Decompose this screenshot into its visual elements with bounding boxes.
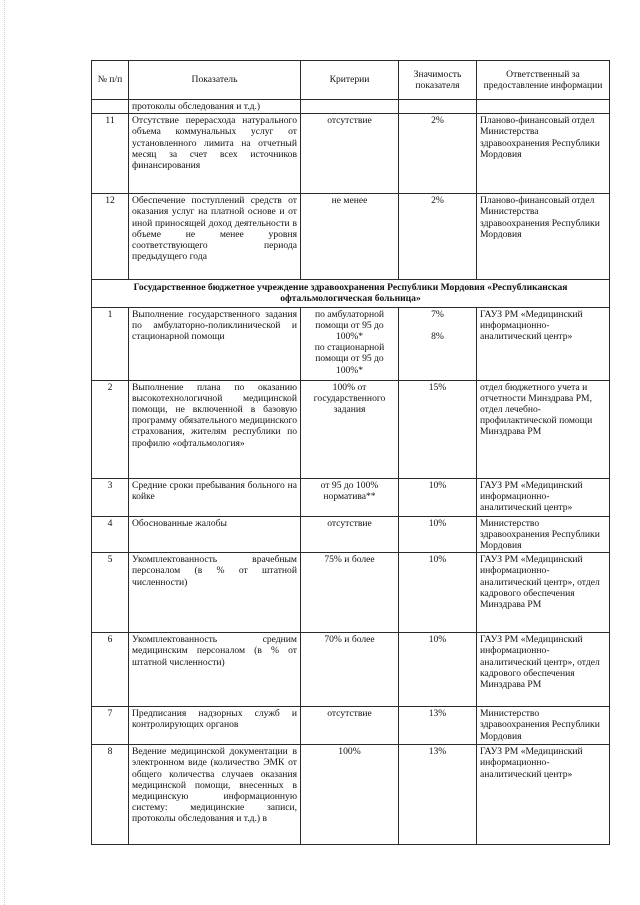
cell-indicator: Обоснованные жалобы <box>129 516 301 553</box>
cell-criteria: 100% от государственного задания <box>301 380 399 478</box>
cell-responsible: ГАУЗ РМ «Медицинский информационно-аналитический центр» <box>477 307 610 380</box>
cell-responsible: Министерство здравоохранения Республики Мордовия <box>477 707 610 745</box>
cell-responsible: Министерство здравоохранения Республики Мордовия <box>477 516 610 553</box>
table-row-continuation <box>92 100 610 114</box>
cell-num: 3 <box>92 478 129 516</box>
cell-indicator: протоколы обследования и т.д.) <box>129 100 301 114</box>
table-header-row <box>92 61 610 100</box>
cell-significance: 2% <box>399 114 477 194</box>
table-row <box>92 516 610 553</box>
cell-criteria: не менее <box>301 194 399 280</box>
cell-num: 1 <box>92 307 129 380</box>
table-row <box>92 114 610 194</box>
cell-num: 8 <box>92 745 129 845</box>
criteria-ambulatory: по амбулаторной помощи от 95 до 100%* <box>314 308 385 343</box>
cell-responsible: ГАУЗ РМ «Медицинский информационно-аналитический центр» <box>477 745 610 845</box>
cell-significance: 10% <box>399 633 477 707</box>
cell-indicator: Выполнение государственного задания по амбулаторно-поликлинической и стационарной помощи <box>129 307 301 380</box>
cell-criteria: 70% и более <box>301 633 399 707</box>
cell-indicator: Средние сроки пребывания больного на койке <box>129 478 301 516</box>
cell-criteria <box>301 307 399 380</box>
cell-significance: 10% <box>399 516 477 553</box>
cell-responsible: Планово-финансовый отдел Министерства здравоохранения Республики Мордовия <box>477 114 610 194</box>
section-title: Государственное бюджетное учреждение здравоохранения Республики Мордовия «Республиканская офтальмологическая больница» <box>92 280 610 307</box>
table-row <box>92 633 610 707</box>
cell-num: 7 <box>92 707 129 745</box>
cell-responsible <box>477 100 610 114</box>
cell-responsible: ГАУЗ РМ «Медицинский информационно-аналитический центр» <box>477 478 610 516</box>
cell-num: 4 <box>92 516 129 553</box>
table-row <box>92 745 610 845</box>
criteria-inpatient: по стационарной помощи от 95 до 100%* <box>314 342 385 376</box>
header-indicator: Показатель <box>129 61 301 100</box>
cell-criteria: отсутствие <box>301 516 399 553</box>
table-row <box>92 380 610 478</box>
scan-edge-dots <box>4 0 6 905</box>
cell-num: 11 <box>92 114 129 194</box>
header-num: № п/п <box>92 61 129 100</box>
cell-significance <box>399 100 477 114</box>
cell-significance: 10% <box>399 478 477 516</box>
table-row <box>92 553 610 633</box>
cell-indicator: Выполнение плана по оказанию высокотехнологичной медицинской помощи, не включенной в базовую программу обязательного медицинского страхования, жителям республики по профилю «офтальмология» <box>129 380 301 478</box>
cell-criteria <box>301 100 399 114</box>
cell-criteria: 75% и более <box>301 553 399 633</box>
cell-significance: 13% <box>399 707 477 745</box>
cell-significance: 13% <box>399 745 477 845</box>
cell-responsible: ГАУЗ РМ «Медицинский информационно-аналитический центр», отдел кадрового обеспечения Минздрава РМ <box>477 633 610 707</box>
cell-significance: 10% <box>399 553 477 633</box>
header-responsible: Ответственный за предоставление информации <box>477 61 610 100</box>
section-header-row <box>92 280 610 307</box>
cell-significance: 15% <box>399 380 477 478</box>
cell-indicator: Предписания надзорных служб и контролирующих органов <box>129 707 301 745</box>
cell-responsible: отдел бюджетного учета и отчетности Минздрава РМ, отдел лечебно-профилактической помощи Минздрава РМ <box>477 380 610 478</box>
cell-significance <box>399 307 477 380</box>
significance-ambulatory: 7% <box>431 308 444 320</box>
cell-indicator: Укомплектованность средним медицинским персоналом (в % от штатной численности) <box>129 633 301 707</box>
cell-responsible: ГАУЗ РМ «Медицинский информационно-аналитический центр», отдел кадрового обеспечения Минздрава РМ <box>477 553 610 633</box>
header-criteria: Критерии <box>301 61 399 100</box>
cell-num: 5 <box>92 553 129 633</box>
cell-indicator: Ведение медицинской документации в электронном виде (количество ЭМК от общего количества случаев оказания медицинской помощи, внесенных в медицинскую информационную систему: медицинские записи, протоколы обследования и т.д.) в <box>129 745 301 845</box>
significance-inpatient: 8% <box>431 330 444 342</box>
cell-num <box>92 100 129 114</box>
cell-criteria: 100% <box>301 745 399 845</box>
cell-criteria: отсутствие <box>301 707 399 745</box>
cell-indicator: Укомплектованность врачебным персоналом (в % от штатной численности) <box>129 553 301 633</box>
header-significance: Значимость показателя <box>399 61 477 100</box>
table-row <box>92 194 610 280</box>
cell-num: 2 <box>92 380 129 478</box>
cell-indicator: Обеспечение поступлений средств от оказания услуг на платной основе и от иной приносящей доход деятельности в объеме не менее уровня соответствующего периода предыдущего года <box>129 194 301 280</box>
cell-responsible: Планово-финансовый отдел Министерства здравоохранения Республики Мордовия <box>477 194 610 280</box>
indicators-table <box>91 60 610 845</box>
table-row <box>92 478 610 516</box>
cell-num: 6 <box>92 633 129 707</box>
cell-indicator: Отсутствие перерасхода натурального объема коммунальных услуг от установленного лимита на отчетный месяц за счет всех источников финансирования <box>129 114 301 194</box>
table-row <box>92 307 610 380</box>
cell-criteria: от 95 до 100% норматива** <box>301 478 399 516</box>
cell-criteria: отсутствие <box>301 114 399 194</box>
table-row <box>92 707 610 745</box>
cell-num: 12 <box>92 194 129 280</box>
cell-significance: 2% <box>399 194 477 280</box>
